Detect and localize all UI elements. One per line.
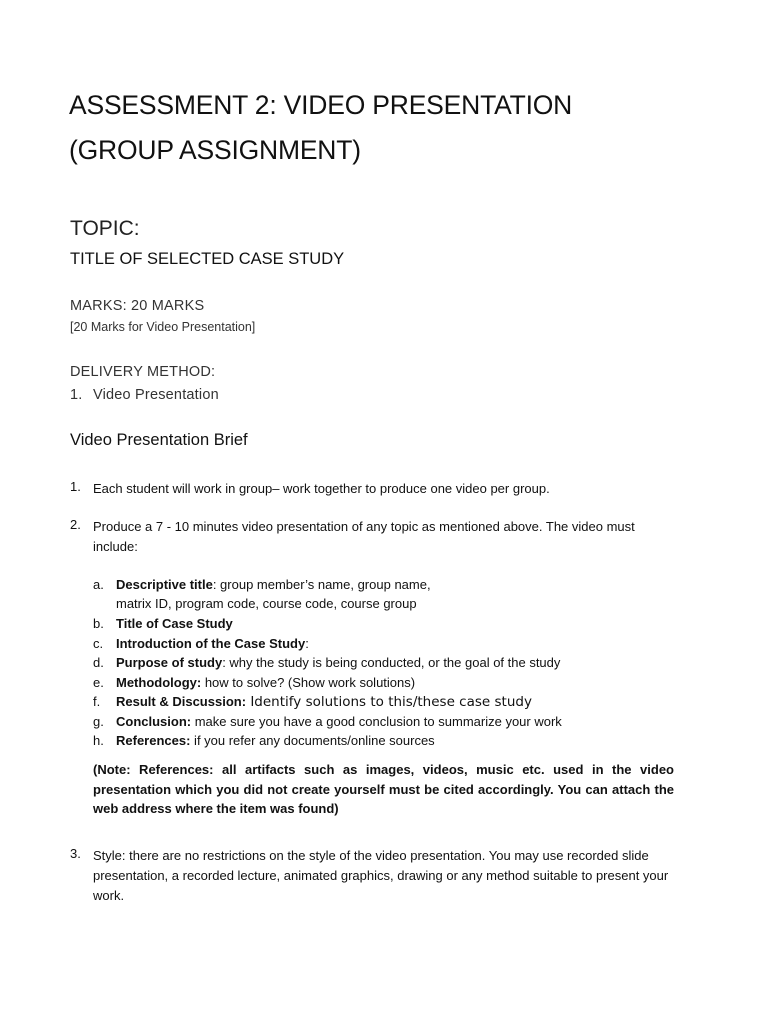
sub-item-b-bold: Title of Case Study	[116, 616, 233, 631]
brief-item-3-text: Style: there are no restrictions on the style of the video presentation. You may use recorded slide presentation, a recorded lecture, animated graphics, drawing or any method suitable to present your work.	[93, 848, 669, 903]
sub-item-a-rest: : group member’s name, group name,	[212, 577, 431, 592]
sub-item-d-rest: : why the study is being conducted, or the goal of the study	[222, 655, 561, 670]
brief-item-2-text: Produce a 7 - 10 minutes video presentation of any topic as mentioned above. The video must include:	[93, 519, 635, 554]
sub-item-g-letter: g.	[93, 714, 104, 729]
sub-item-e-letter: e.	[93, 675, 104, 690]
sub-item-d-bold: Purpose of study	[116, 655, 223, 670]
sub-item-e	[116, 675, 415, 690]
page-title-line-1: ASSESSMENT 2: VIDEO PRESENTATION	[69, 90, 573, 120]
sub-item-h	[116, 733, 435, 748]
sub-item-b-letter: b.	[93, 616, 104, 631]
sub-item-g	[116, 714, 562, 729]
delivery-method-item	[70, 387, 219, 403]
delivery-method-label: DELIVERY METHOD:	[70, 364, 216, 380]
sub-item-g-bold: Conclusion:	[116, 714, 192, 729]
delivery-item-number: 1.	[70, 387, 83, 403]
brief-item-1-text: Each student will work in group– work together to produce one video per group.	[93, 481, 550, 496]
delivery-item-text: Video Presentation	[93, 387, 219, 403]
topic-value: TITLE OF SELECTED CASE STUDY	[70, 250, 345, 268]
sub-item-a	[116, 577, 431, 592]
sub-item-e-rest: how to solve? (Show work solutions)	[201, 675, 416, 690]
sub-item-c-letter: c.	[93, 636, 104, 651]
sub-item-a-bold: Descriptive title	[116, 577, 213, 592]
marks-label: MARKS: 20 MARKS	[70, 298, 205, 314]
sub-item-f-bold: Result & Discussion:	[116, 694, 247, 709]
sub-item-d	[116, 655, 560, 670]
sub-item-a-letter: a.	[93, 577, 104, 592]
sub-item-h-bold: References:	[116, 733, 191, 748]
references-note: (Note: References: all artifacts such as images, videos, music etc. used in the video presentation which you did not create yourself must be cited accordingly. You can attach the web address where the item was found)	[93, 762, 674, 816]
sub-item-h-letter: h.	[93, 733, 104, 748]
sub-item-h-rest: if you refer any documents/online sources	[190, 733, 435, 748]
sub-item-c-rest: :	[305, 636, 309, 651]
brief-item-3-number: 3.	[70, 846, 81, 861]
brief-item-2-number: 2.	[70, 517, 81, 532]
sub-item-f-rest: Identify solutions to this/these case study	[246, 694, 532, 710]
topic-label: TOPIC:	[70, 217, 140, 240]
brief-item-1-number: 1.	[70, 479, 81, 494]
sub-item-d-letter: d.	[93, 655, 104, 670]
sub-item-b	[116, 616, 233, 631]
marks-note: [20 Marks for Video Presentation]	[70, 320, 256, 334]
sub-item-c	[116, 636, 309, 651]
sub-item-f	[116, 694, 532, 710]
sub-item-a-continuation: matrix ID, program code, course code, course group	[116, 596, 417, 611]
page-title-line-2: (GROUP ASSIGNMENT)	[69, 135, 361, 165]
sub-item-e-bold: Methodology:	[116, 675, 202, 690]
sub-item-g-rest: make sure you have a good conclusion to summarize your work	[191, 714, 562, 729]
sub-item-f-letter: f.	[93, 694, 101, 709]
brief-heading: Video Presentation Brief	[70, 431, 248, 449]
sub-item-c-bold: Introduction of the Case Study	[116, 636, 306, 651]
